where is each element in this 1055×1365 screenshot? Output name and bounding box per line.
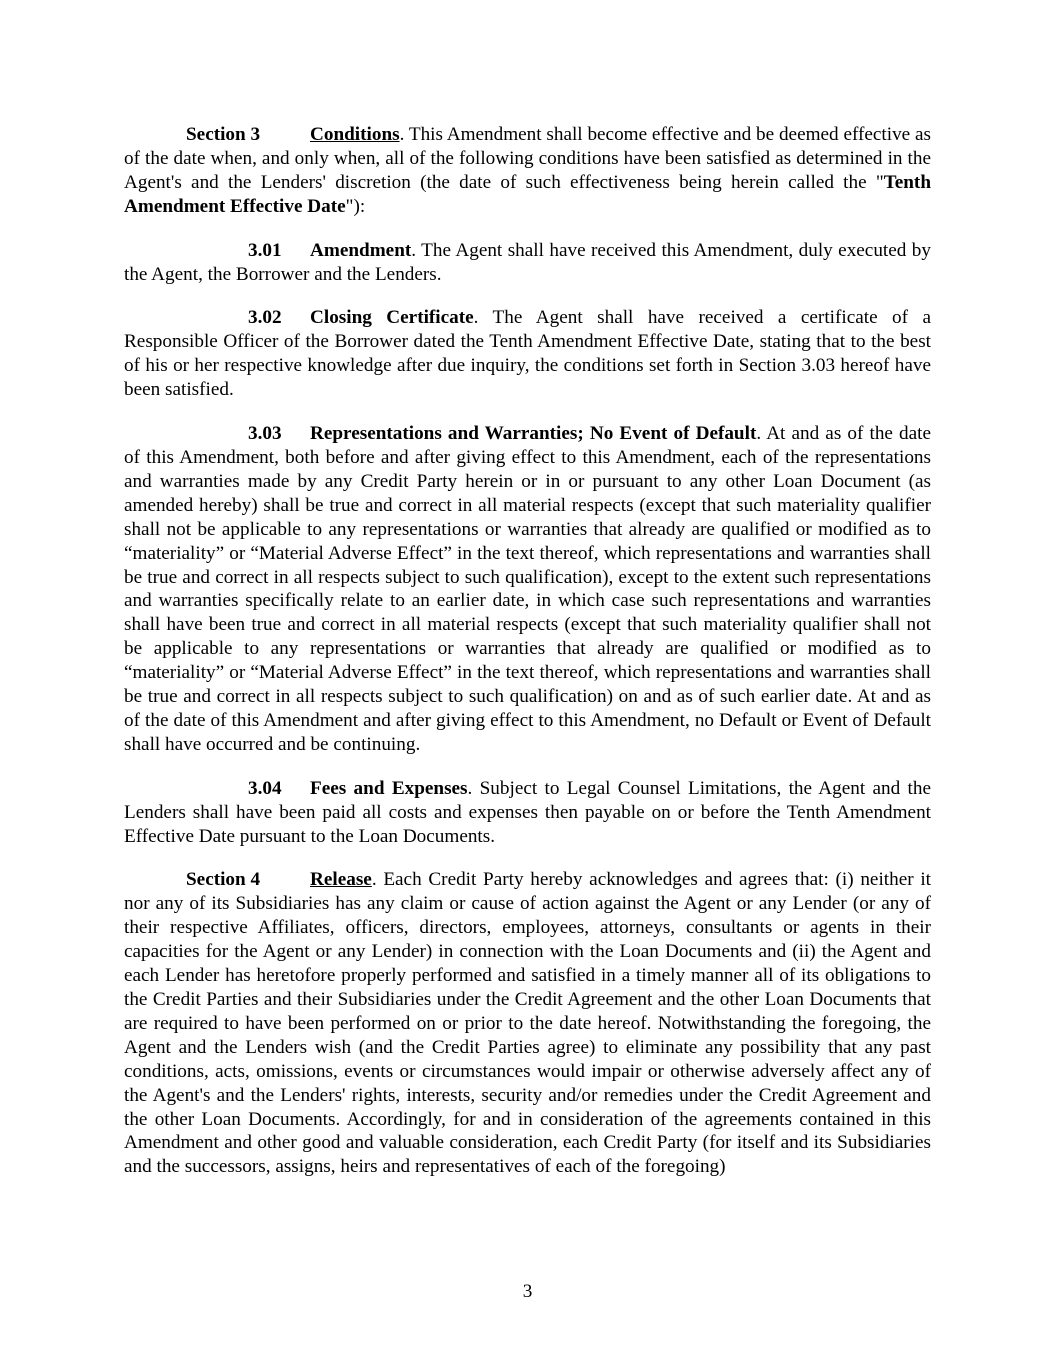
defined-term: Tenth Amendment Effective Date <box>124 171 931 217</box>
subsection-3-02 <box>124 306 931 402</box>
document-page <box>124 123 931 1199</box>
section-3-paragraph <box>124 123 931 219</box>
subsection-3-03 <box>124 422 931 757</box>
section-4-text: . Each Credit Party hereby acknowledges and agrees that: (i) neither it nor any of its Subsidiaries has any claim or cause of action against the Agent or any Lender (or any of their respective Affiliates, officers, directors, employees, attorneys, consultants or agents in their capacities for the Agent or any Lender) in connection with the Loan Documents and (ii) the Agent and each Lender has heretofore properly performed and satisfied in a timely manner all of its obligations to the Credit Parties and their Subsidiaries under the Credit Agreement and the other Loan Documents that are required to have been performed on or prior to the date hereof. Notwithstanding the foregoing, the Agent and the Lenders wish (and the Credit Parties agree) to eliminate any possibility that any past conditions, acts, omissions, events or circumstances would impair or otherwise adversely affect any of the Agent's and the Lenders' rights, interests, security and/or remedies under the Credit Agreement and the other Loan Documents. Accordingly, for and in consideration of the agreements contained in this Amendment and other good and valuable consideration, each Credit Party (for itself and its Subsidiaries and the successors, assigns, heirs and representatives of each of the foregoing) <box>124 869 931 1178</box>
subsection-number: 3.03 <box>248 423 282 445</box>
subsection-text: . At and as of the date of this Amendment, both before and after giving effect to this Amendment, each of the representations and warranties made by any Credit Party herein or in or pursuant to any other Loan Document (as amended hereby) shall be true and correct in all material respects (except that such materiality qualifier shall not be applicable to any representations or warranties that already are qualified or modified as to “materiality” or “Material Adverse Effect” in the text thereof, which representations and warranties shall be true and correct in all respects subject to such qualification), except to the extent such representations and warranties specifically relate to an earlier date, in which case such representations and warranties shall have been true and correct in all material respects (except that such materiality qualifier shall not be applicable to any representations or warranties that already are qualified or modified as to “materiality” or “Material Adverse Effect” in the text thereof, which representations and warranties shall be true and correct in all respects subject to such qualification) on and as of such earlier date. At and as of the date of this Amendment and after giving effect to this Amendment, no Default or Event of Default shall have occurred and be continuing. <box>124 423 931 755</box>
section-3-text-a: . This Amendment shall become effective and be deemed effective as of the date when, and only when, all of the following conditions have been satisfied as determined in the Agent's and the Lenders' discretion (the date of such effectiveness being herein called the " <box>124 124 931 193</box>
subsection-heading: Fees and Expenses <box>310 777 468 799</box>
subsection-text: . Subject to Legal Counsel Limitations, the Agent and the Lenders shall have been paid all costs and expenses then payable on or before the Tenth Amendment Effective Date pursuant to the Loan Documents. <box>124 777 931 847</box>
section-3-heading: Conditions <box>310 124 400 145</box>
section-4-label: Section 4 <box>186 869 261 891</box>
subsection-text: . The Agent shall have received a certificate of a Responsible Officer of the Borrower dated the Tenth Amendment Effective Date, stating that to the best of his or her respective knowledge after due inquiry, the conditions set forth in Section 3.03 hereof have been satisfied. <box>124 307 931 401</box>
subsection-number: 3.04 <box>248 777 282 799</box>
subsection-number: 3.02 <box>248 307 282 329</box>
section-4-heading: Release <box>310 869 372 891</box>
subsection-heading: Closing Certificate <box>310 307 474 329</box>
subsection-3-01 <box>124 239 931 287</box>
section-4-paragraph <box>124 868 931 1179</box>
page-number: 3 <box>522 1281 533 1302</box>
section-3-text-b: "): <box>345 195 366 217</box>
subsection-heading: Representations and Warranties; No Event of Default <box>310 423 757 445</box>
subsection-text: . The Agent shall have received this Amendment, duly executed by the Agent, the Borrower and the Lenders. <box>124 239 931 285</box>
section-3-label: Section 3 <box>186 124 261 145</box>
subsection-number: 3.01 <box>248 239 282 261</box>
subsection-heading: Amendment <box>310 239 412 261</box>
subsection-3-04 <box>124 777 931 849</box>
